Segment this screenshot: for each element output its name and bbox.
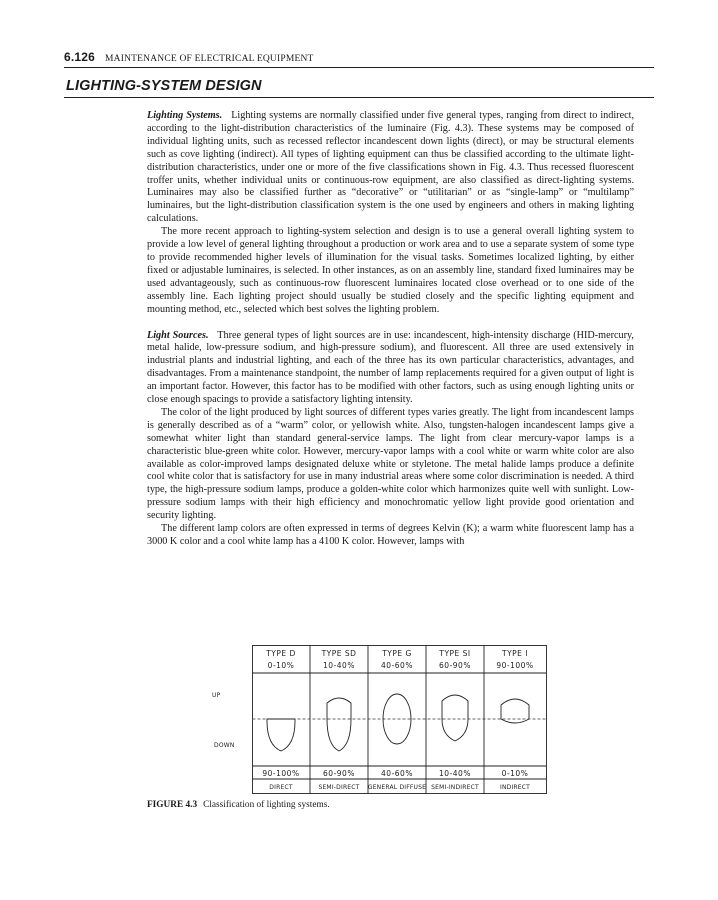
classification-diagram (212, 645, 637, 795)
down-label: DOWN (214, 742, 235, 749)
up-percent: 40-60% (381, 661, 413, 670)
down-percent: 10-40% (439, 769, 471, 778)
column-direct (262, 649, 299, 791)
direct-distribution-curve (267, 719, 295, 751)
column-semi-indirect (431, 649, 479, 791)
header-rule (64, 67, 654, 68)
run-in-head-lighting-systems: Lighting Systems. (147, 110, 223, 121)
system-name: DIRECT (269, 784, 293, 791)
body-text (147, 110, 634, 549)
figure-caption (147, 800, 330, 810)
down-percent: 90-100% (262, 769, 300, 778)
paragraph-light-sources (147, 330, 634, 407)
page-number: 6.126 (64, 50, 96, 64)
figure-number: FIGURE 4.3 (147, 800, 198, 810)
paragraph-lighting-systems (147, 110, 634, 226)
run-in-head-light-sources: Light Sources. (147, 329, 209, 341)
down-percent: 60-90% (323, 769, 355, 778)
column-general-diffuse (368, 649, 426, 791)
system-name: GENERAL DIFFUSE (367, 784, 427, 791)
paragraph: The different lamp colors are often expressed in terms of degrees Kelvin (K); a warm white fluorescent lamp has a 3000 K color and a cool white lamp has a 4100 K color. However, lamps with (147, 523, 634, 547)
down-percent: 40-60% (381, 769, 413, 778)
general-diffuse-distribution-curve (383, 694, 411, 744)
up-percent: 10-40% (323, 661, 355, 670)
up-percent: 60-90% (439, 661, 471, 670)
running-title: MAINTENANCE OF ELECTRICAL EQUIPMENT (105, 54, 314, 64)
running-header (64, 50, 644, 64)
section-rule (64, 97, 654, 98)
paragraph: The more recent approach to lighting-system selection and design is to use a general overall lighting system to provide a low level of general lighting throughout a production or work area and to use a separate system of some type to provide recommended higher levels of illumination for the visual tasks. Sometimes localized lighting, by either fixed or adjustable luminaires, is selected. In other instances, as on an assembly line, standard fixed luminaires may be used advantageously, such as continuous-row fluorescent luminaires located close overhead or to one side of the assembly line. Each lighting project should usually be studied closely and the specific lighting equipment and mounting method, etc., selected which best solves the lighting problem. (147, 226, 634, 315)
up-percent: 90-100% (496, 661, 534, 670)
type-label: TYPE I (501, 649, 529, 658)
type-label: TYPE SD (321, 649, 357, 658)
semi-indirect-distribution-curve (442, 695, 468, 741)
type-label: TYPE SI (439, 649, 471, 658)
down-percent: 0-10% (501, 769, 529, 778)
paragraph: The color of the light produced by light sources of different types varies greatly. The light from incandescent lamps is generally described as of a “warm” color, or yellowish white. Also, tungsten-halogen incandescent lamps give a somewhat whiter light than standard general-service lamps. The light from clear mercury-vapor lamps is a characteristic blue-green white color. However, mercury-vapor lamps with a cool white or warm white color are also available as color-improved lamps designated deluxe white or styletone. The metal halide lamps produce a definite cool white color that is satisfactory for use in many industrial areas where some color discrimination is needed. A third type, the high-pressure sodium lamps, produce a golden-white color which harmonizes quite well with sunlight. Low-pressure sodium lamps with their high efficiency and monochromatic yellow light provide good orientation and security lighting. (147, 406, 634, 522)
paragraph-text: Lighting systems are normally classified under five general types, ranging from direct to indirect, according to the light-distribution characteristics of the luminaire (Fig. 4.3). These systems may be composed of individual lighting units, such as recessed reflector incandescent down lights (direct), or may be structural elements such as cove lighting (indirect). All types of lighting equipment can thus be classified according to the ultimate light-distribution characteristics, under one or more of the five classifications shown in Fig. 4.3. Thus recessed fluorescent troffer units, whether individual units or continuous-row equipment, are also classified as direct-lighting systems. Luminaires may also be classified further as “decorative” or “utilitarian” or as “single-lamp” or “multilamp” luminaires, but the light-distribution classification system is the one used by engineers and others in making lighting calculations. (147, 110, 634, 225)
paragraph-text: Three general types of light sources are in use: incandescent, high-intensity discharge (HID-mercury, metal halide, low-pressure sodium, and high-pressure sodium), and fluorescent. All three are used extensively in industrial plants and industrial lighting, and each of the three has its own particular characteristics, advantages, and disadvantages. From a maintenance standpoint, the number of lamp replacements required for a given output of light is an important factor. However, this factor has to be modified with other factors, such as using enough lighting units or close enough spacings to provide a satisfactory lighting intensity. (147, 329, 634, 406)
figure-lighting-classification (212, 645, 637, 795)
up-label: UP (212, 692, 221, 699)
caption-text: Classification of lighting systems. (203, 800, 330, 810)
semi-direct-distribution-curve (327, 698, 351, 751)
column-semi-direct (318, 649, 359, 791)
system-name: INDIRECT (499, 784, 531, 791)
system-name: SEMI-INDIRECT (431, 784, 479, 791)
section-title: LIGHTING-SYSTEM DESIGN (66, 78, 262, 94)
type-label: TYPE G (382, 649, 412, 658)
system-name: SEMI-DIRECT (318, 784, 360, 791)
column-indirect (496, 649, 533, 791)
up-percent: 0-10% (267, 661, 295, 670)
type-label: TYPE D (266, 649, 296, 658)
